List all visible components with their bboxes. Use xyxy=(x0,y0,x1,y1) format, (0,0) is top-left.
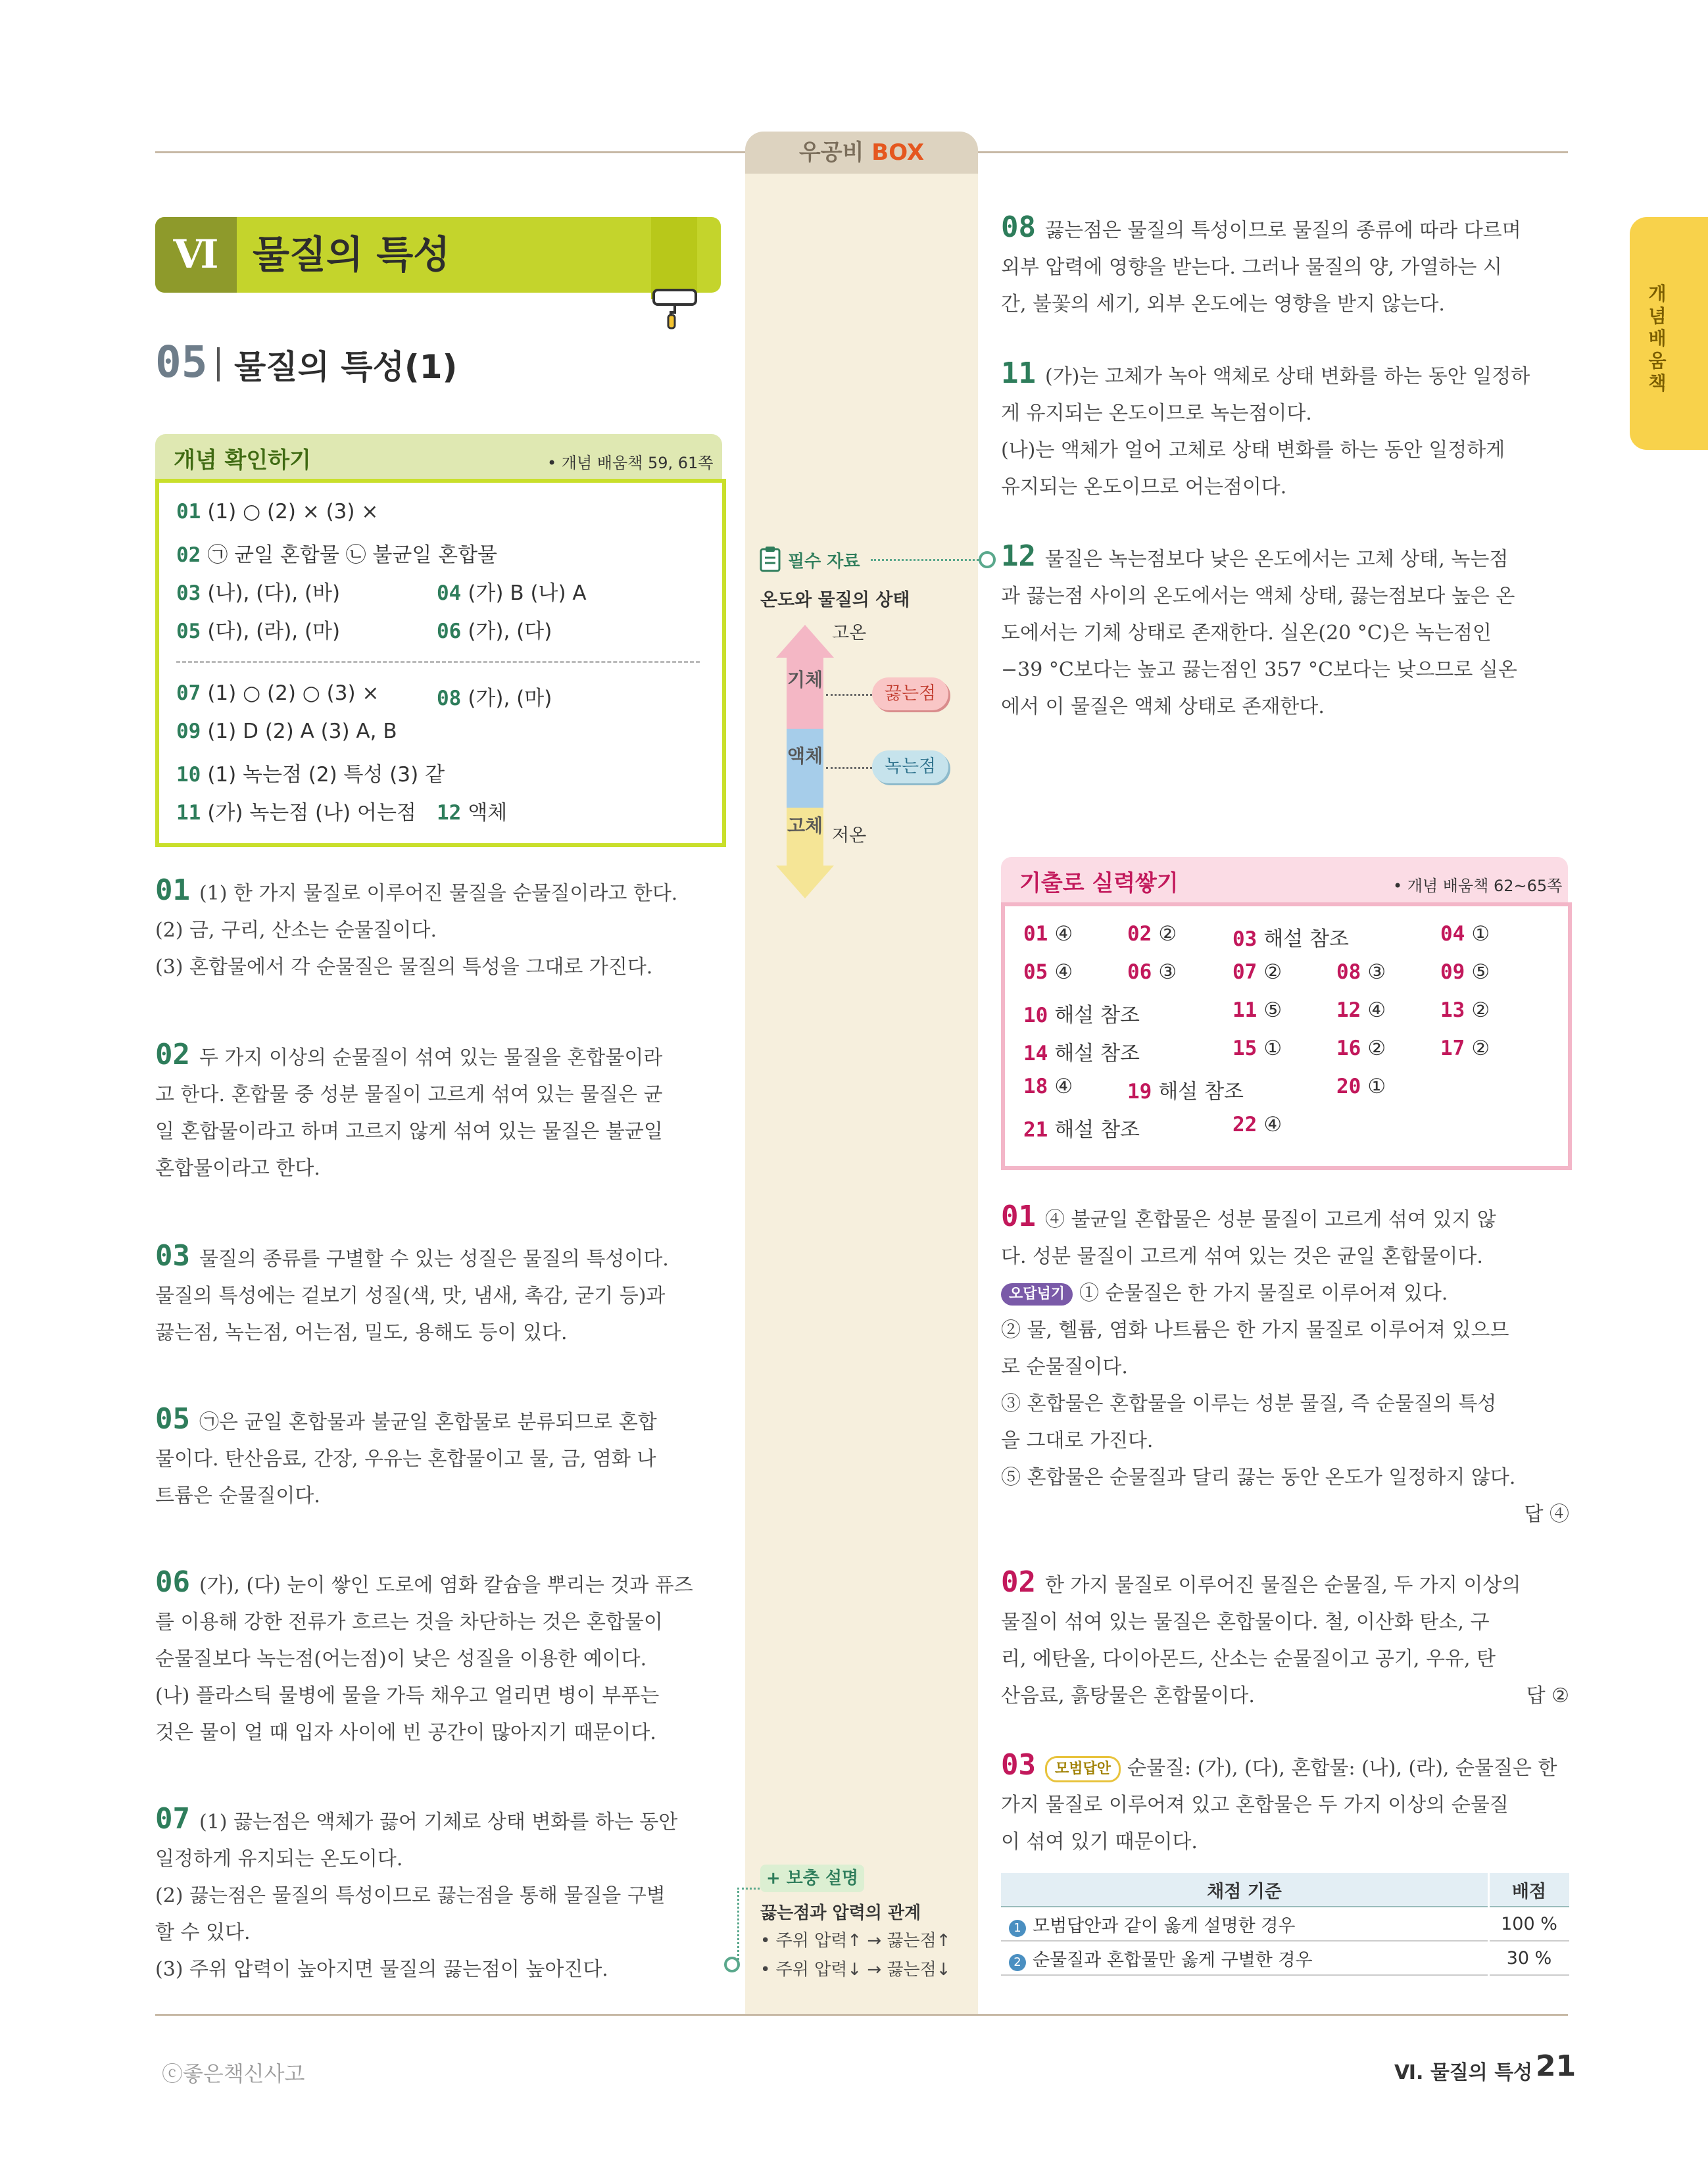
section-number: 05 xyxy=(155,337,208,387)
supplement-connector xyxy=(737,1888,739,1960)
concept-answer: 11 (가) 녹는점 (나) 어는점 xyxy=(176,801,416,825)
exam-answer: 14 해설 참조 xyxy=(1023,1042,1140,1065)
concept-answer: 05 (다), (라), (마) xyxy=(176,620,341,643)
top-rule-left xyxy=(155,151,745,153)
exam-answer: 12 ④ xyxy=(1336,998,1386,1022)
wrong-answer-tag: 오답넘기 xyxy=(1001,1283,1073,1306)
exam-answer: 11 ⑤ xyxy=(1232,998,1282,1022)
exam-answer: 01 ④ xyxy=(1023,922,1073,946)
liquid-zone xyxy=(787,729,823,808)
exam-answer: 19 해설 참조 xyxy=(1127,1080,1244,1104)
answer-mark: 답 ④ xyxy=(1524,1503,1569,1526)
answer-mark: 답 ② xyxy=(1526,1684,1569,1707)
concept-answer: 02 ㉠ 균일 혼합물 ㉡ 불균일 혼합물 xyxy=(176,543,498,567)
footer-chapter: Ⅵ. 물질의 특성 xyxy=(1394,2061,1533,2084)
box-accent: BOX xyxy=(871,139,925,166)
concept-answer: 06 (가), (다) xyxy=(437,620,552,643)
exam-explanation-02: 02 한 가지 물질로 이루어진 물질은 순물질, 두 가지 이상의 물질이 섞여 있는 물질은 혼합물이다. 철, 이산화 탄소, 구 리, 에탄올, 다이아몬드, 산소는 순물질이고 공기, 우유, 탄 답 ② 산음료, 흙탕물은 혼합물이다. xyxy=(1001,1564,1569,1715)
liquid-label: 액체 xyxy=(787,745,823,767)
concept-answer: 07 (1) ○ (2) ○ (3) × xyxy=(176,681,379,705)
concept-answer: 03 (나), (다), (바) xyxy=(176,581,341,605)
concept-box-ref: • 개념 배움책 59, 61쪽 xyxy=(547,454,714,472)
boiling-point-line xyxy=(826,694,872,696)
boiling-point-badge: 끓는점 xyxy=(872,677,948,710)
box-label: 우공비 xyxy=(798,139,864,166)
arrow-down-icon xyxy=(776,866,834,898)
concept-answer: 04 (가) B (나) A xyxy=(437,581,587,605)
explanation-07: 07 (1) 끓는점은 액체가 끓어 기체로 상태 변화를 하는 동안 일정하게 유지되는 온도이다. (2) 끓는점은 물질의 특성이므로 끓는점을 통해 물질을 구별 할 수 있다. (3) 주위 압력이 높아지면 물질의 끓는점이 높아진다. xyxy=(155,1802,678,1981)
top-rule-right xyxy=(978,151,1568,153)
concept-box xyxy=(155,479,726,847)
side-tab-label: 개념 배움책 xyxy=(1648,283,1667,394)
gas-zone xyxy=(787,656,823,729)
chapter-title: 물질의 특성 xyxy=(253,232,451,277)
grading-table xyxy=(1001,1873,1569,1976)
exam-box-ref: • 개념 배움책 62~65쪽 xyxy=(1393,877,1563,895)
solid-label: 고체 xyxy=(787,815,823,837)
exam-answer: 22 ④ xyxy=(1232,1113,1282,1136)
supplement-line: • 주위 압력↓ → 끓는점↓ xyxy=(760,1960,951,1980)
explanation-11: 11 (가)는 고체가 녹아 액체로 상태 변화를 하는 동안 일정하 게 유지되는 온도이므로 녹는점이다. (나)는 액체가 얼어 고체로 상태 변화를 하는 동안 일정하게 유지되는 온도이므로 어는점이다. xyxy=(1001,356,1530,499)
explanation-12: 12 물질은 녹는점보다 낮은 온도에서는 고체 상태, 녹는점 과 끓는점 사이의 온도에서는 액체 상태, 끓는점보다 높은 온 도에서는 기체 상태로 존재한다. 실온(20 °C)은 녹는점인 −39 °C보다는 높고 끓는점인 357 °C보다는 낮으므로 실온 에서 이 물질은 액체 상태로 존재한다. xyxy=(1001,539,1517,718)
melting-point-line xyxy=(826,767,872,769)
concept-divider xyxy=(176,661,700,663)
supplement-connector xyxy=(737,1888,760,1890)
exam-answer: 06 ③ xyxy=(1127,960,1177,984)
table-row: 1 모범답안과 같이 옳게 설명한 경우 100 % xyxy=(1001,1907,1569,1941)
supplement-line: • 주위 압력↑ → 끓는점↑ xyxy=(760,1931,951,1951)
exam-answer: 18 ④ xyxy=(1023,1075,1073,1098)
exam-answer: 05 ④ xyxy=(1023,960,1073,984)
explanation-01: 01 (1) 한 가지 물질로 이루어진 물질을 순물질이라고 한다. (2) 금, 구리, 산소는 순물질이다. (3) 혼합물에서 각 순물질은 물질의 특성을 그대로 가진다. xyxy=(155,873,678,979)
explanation-02: 02 두 가지 이상의 순물질이 섞여 있는 물질을 혼합물이라 고 한다. 혼합물 중 성분 물질이 고르게 섞여 있는 물질은 균 일 혼합물이라고 하며 고르지 않게 섞여 있는 물질은 불균일 혼합물이라고 한다. xyxy=(155,1038,663,1180)
table-row: 2 순물질과 혼합물만 옳게 구별한 경우 30 % xyxy=(1001,1941,1569,1975)
must-label: 필수 자료 xyxy=(788,552,860,572)
exam-answer: 07 ② xyxy=(1232,960,1282,984)
exam-answer: 10 해설 참조 xyxy=(1023,1004,1140,1027)
exam-answer: 08 ③ xyxy=(1336,960,1386,984)
explanation-05: 05 ㉠은 균일 혼합물과 불균일 혼합물로 분류되므로 혼합 물이다. 탄산음료, 간장, 우유는 혼합물이고 물, 금, 염화 나 트륨은 순물질이다. xyxy=(155,1402,657,1507)
exam-answer: 15 ① xyxy=(1232,1037,1282,1060)
concept-answer: 12 액체 xyxy=(437,801,508,825)
exam-answer: 03 해설 참조 xyxy=(1232,927,1349,951)
number-badge: 2 xyxy=(1009,1954,1026,1971)
concept-answer: 09 (1) D (2) A (3) A, B xyxy=(176,720,397,743)
exam-answer: 17 ② xyxy=(1440,1037,1490,1060)
exam-answer: 20 ① xyxy=(1336,1075,1386,1098)
concept-answer: 10 (1) 녹는점 (2) 특성 (3) 같 xyxy=(176,763,445,787)
exam-answer: 04 ① xyxy=(1440,922,1490,946)
exam-answer: 02 ② xyxy=(1127,922,1177,946)
middle-strip xyxy=(745,153,978,2014)
model-answer-tag: 모범답안 xyxy=(1045,1756,1121,1782)
clipboard-icon xyxy=(759,546,781,572)
explanation-08: 08 끓는점은 물질의 특성이므로 물질의 종류에 따라 다르며 외부 압력에 영향을 받는다. 그러나 물질의 양, 가열하는 시 간, 불꽃의 세기, 외부 온도에는 영향을 받지 않는다. xyxy=(1001,210,1521,316)
number-badge: 1 xyxy=(1009,1920,1026,1937)
chapter-number: Ⅵ xyxy=(155,217,237,293)
exam-box-title: 기출로 실력쌓기 xyxy=(1019,870,1179,896)
gas-label: 기체 xyxy=(787,669,823,691)
exam-explanation-03: 03 모범답안 순물질: (가), (다), 혼합물: (나), (라), 순물질은 한 가지 물질로 이루어져 있고 혼합물은 두 가지 이상의 순물질 이 섞여 있기 때문이다. xyxy=(1001,1748,1557,1853)
grading-criteria-header: 채점 기준 xyxy=(1001,1873,1489,1907)
section-title: 물질의 특성(1) xyxy=(234,348,458,386)
must-subtitle: 온도와 물질의 상태 xyxy=(760,590,910,610)
explanation-06: 06 (가), (다) 눈이 쌓인 도로에 염화 칼슘을 뿌리는 것과 퓨즈 를 이용해 강한 전류가 흐르는 것을 차단하는 것은 혼합물이 순물질보다 녹는점(어는점)이 낮은 성질을 이용한 예이다. (나) 플라스틱 물병에 물을 가득 채우고 얼리면 병이 부푸는 것은 물이 얼 때 입자 사이에 빈 공간이 많아지기 때문이다. xyxy=(155,1565,693,1744)
melting-point-badge: 녹는점 xyxy=(872,750,948,783)
concept-answer: 01 (1) ○ (2) × (3) × xyxy=(176,500,379,524)
high-temp-label: 고온 xyxy=(832,623,867,643)
must-connector xyxy=(871,559,983,561)
bottom-rule xyxy=(155,2014,1568,2016)
low-temp-label: 저온 xyxy=(832,825,867,846)
concept-box-title: 개념 확인하기 xyxy=(174,447,311,474)
publisher-copyright: ⓒ좋은책신사고 xyxy=(162,2061,305,2086)
grading-score-header: 배점 xyxy=(1489,1873,1570,1907)
exam-answer: 16 ② xyxy=(1336,1037,1386,1060)
supplement-subtitle: 끓는점과 압력의 관계 xyxy=(760,1903,921,1923)
must-connector-dot xyxy=(979,551,996,568)
grading-header-row xyxy=(1001,1873,1569,1907)
box-tab xyxy=(745,132,978,174)
exam-answer: 13 ② xyxy=(1440,998,1490,1022)
exam-answer: 21 해설 참조 xyxy=(1023,1118,1140,1142)
exam-answer: 09 ⑤ xyxy=(1440,960,1490,984)
explanation-03: 03 물질의 종류를 구별할 수 있는 성질은 물질의 특성이다. 물질의 특성에는 겉보기 성질(색, 맛, 냄새, 촉감, 굳기 등)과 끓는점, 녹는점, 어는점, 밀도, 용해도 등이 있다. xyxy=(155,1239,669,1344)
page-number: 21 xyxy=(1536,2049,1576,2083)
arrow-up-icon xyxy=(776,625,834,658)
exam-explanation-01: 01 ④ 불균일 혼합물은 성분 물질이 고르게 섞여 있지 않 다. 성분 물질이 고르게 섞여 있는 것은 균일 혼합물이다. 오답넘기 ① 순물질은 한 가지 물질로 이루어져 있다. ② 물, 헬륨, 염화 나트륨은 한 가지 물질로 이루어져 있으므 로 순물질이다. ③ 혼합물은 혼합물을 이루는 성분 물질, 즉 순물질의 특성 을 그대로 가진다. ⑤ 혼합물은 순물질과 달리 끓는 동안 온도가 일정하지 않다. 답 ④ xyxy=(1001,1200,1569,1526)
concept-answer: 08 (가), (마) xyxy=(437,687,552,710)
paint-roller-icon xyxy=(651,286,698,330)
supplement-connector-dot xyxy=(724,1957,740,1972)
section-divider xyxy=(217,347,220,381)
supplement-label: + 보충 설명 xyxy=(760,1865,864,1892)
